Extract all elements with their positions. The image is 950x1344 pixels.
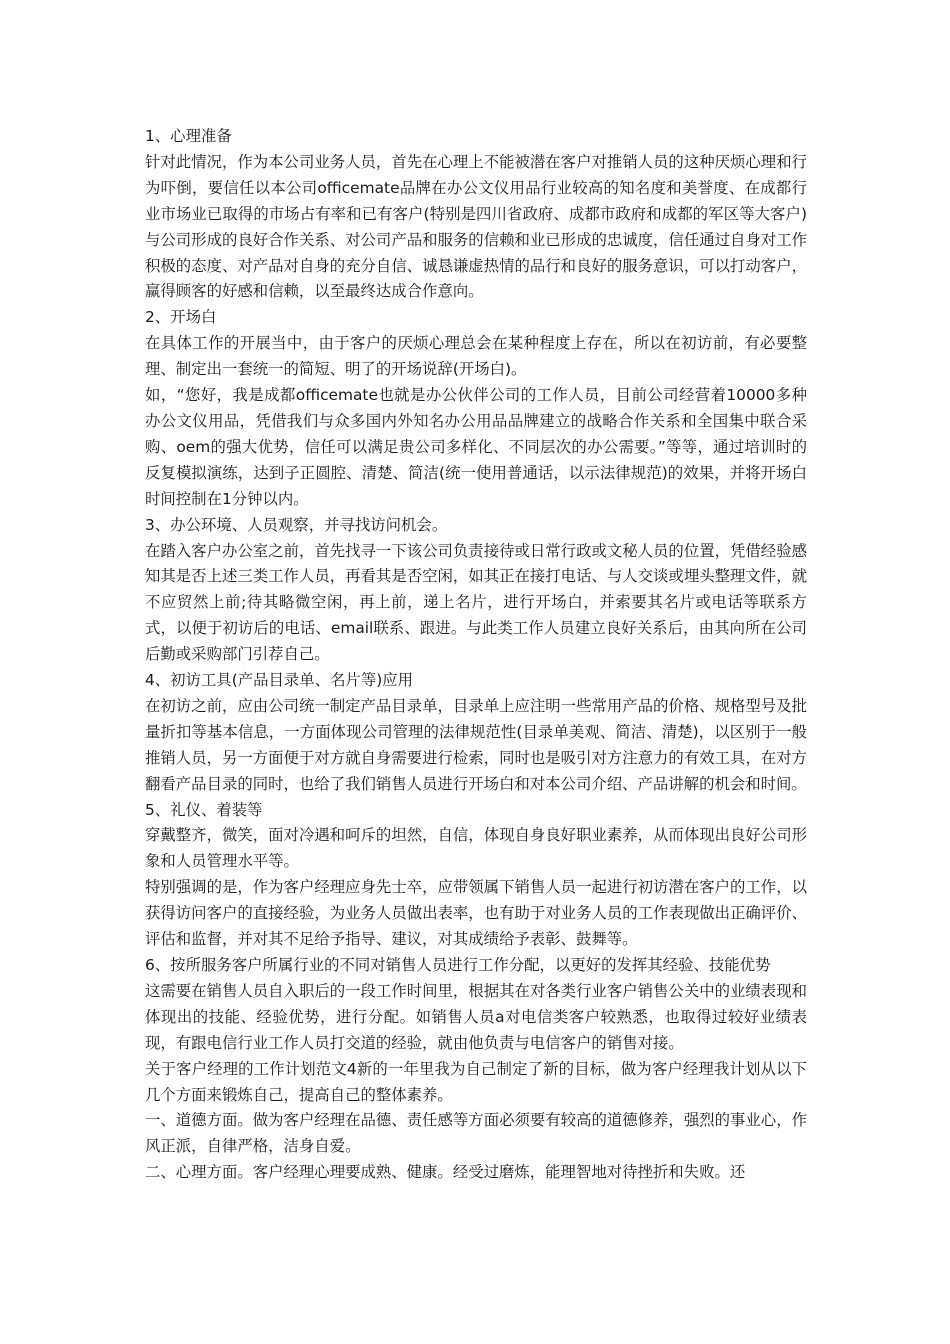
paragraph: 在初访之前，应由公司统一制定产品目录单，目录单上应注明一些常用产品的价格、规格型号及批量折扣等基本信息，一方面体现公司管理的法律规范性(目录单美观、简洁、清楚)，以区别于一般推销人员，另一方面便于对方就自身需要进行检索，同时也是吸引对方注意力的有效工具，在对方翻看产品目录的同时，也给了我们销售人员进行开场白和对本公司介绍、产品讲解的机会和时间。 [145,696,807,793]
paragraph: 这需要在销售人员自入职后的一段工作时间里，根据其在对各类行业客户销售公关中的业绩表现和体现出的技能、经验优势，进行分配。如销售人员a对电信类客户较熟悉，也取得过较好业绩表现，有跟电信行业工作人员打交道的经验，就由他负责与电信客户的销售对接。 [145,981,807,1052]
paragraph: 穿戴整齐，微笑，面对冷遇和呵斥的坦然，自信，体现自身良好职业素养，从而体现出良好公司形象和人员管理水平等。 [145,826,807,871]
heading-6-work-allocation: 6、按所服务客户所属行业的不同对销售人员进行工作分配，以更好的发挥其经验、技能优势 [145,956,771,974]
paragraph: 如，“您好，我是成都officemate也就是办公伙伴公司的工作人员，目前公司经营着10000多种办公文仪用品，凭借我们与众多国内外知名办公用品品牌建立的战略合作关系和全国集中联合采购、oem的强大优势，信任可以满足贵公司多样化、不同层次的办公需要。”等等，通过培训时的反复模拟演练，达到子正圆腔、清楚、简洁(统一使用普通话，以示法律规范)的效果，并将开场白时间控制在1分钟以内。 [145,386,807,508]
heading-1-psychological-prep: 1、心理准备 [145,127,232,145]
heading-3-office-environment: 3、办公环境、人员观察，并寻找访问机会。 [145,515,448,534]
heading-5-etiquette: 5、礼仪、着装等 [145,800,263,819]
paragraph: 关于客户经理的工作计划范文4新的一年里我为自己制定了新的目标，做为客户经理我计划从以下几个方面来锻炼自己，提高自己的整体素养。 [145,1059,807,1104]
paragraph: 特别强调的是，作为客户经理应身先士卒，应带领属下销售人员一起进行初访潜在客户的工作，以获得访问客户的直接经验，为业务人员做出表率，也有助于对业务人员的工作表现做出正确评价、评估和监督，并对其不足给予指导、建议，对其成绩给予表彰、鼓舞等。 [145,878,807,949]
paragraph: 针对此情况，作为本公司业务人员，首先在心理上不能被潜在客户对推销人员的这种厌烦心理和行为吓倒，要信任以本公司officemate品牌在办公文仪用品行业较高的知名度和美誉度、在成都行业市场业已取得的市场占有率和已有客户(特别是四川省政府、成都市政府和成都的军区等大客户)与公司形成的良好合作关系、对公司产品和服务的信赖和业已形成的忠诚度，信任通过自身对工作积极的态度、对产品对自身的充分自信、诚恳谦虚热情的品行和良好的服务意识，可以打动客户，赢得顾客的好感和信赖，以至最终达成合作意向。 [145,152,807,301]
document-body [145,124,807,1186]
heading-4-visit-tools: 4、初访工具(产品目录单、名片等)应用 [145,671,414,690]
paragraph: 在具体工作的开展当中，由于客户的厌烦心理总会在某种程度上存在，所以在初访前，有必要整理、制定出一套统一的简短、明了的开场说辞(开场白)。 [145,334,807,379]
paragraph: 在踏入客户办公室之前，首先找寻一下该公司负责接待或日常行政或文秘人员的位置，凭借经验感知其是否上述三类工作人员，再看其是否空闲，如其正在接打电话、与人交谈或埋头整理文件，就不应贸然上前;待其略微空闲，再上前，递上名片，进行开场白，并索要其名片或电话等联系方式，以便于初访后的电话、email联系、跟进。与此类工作人员建立良好关系后，由其向所在公司后勤或采购部门引荐自己。 [145,541,807,664]
heading-2-opening-remarks: 2、开场白 [145,308,217,327]
paragraph: 二、心理方面。客户经理心理要成熟、健康。经受过磨炼，能理智地对待挫折和失败。还 [145,1163,746,1182]
paragraph: 一、道德方面。做为客户经理在品德、责任感等方面必须要有较高的道德修养，强烈的事业心，作风正派，自律严格，洁身自爱。 [145,1111,807,1156]
